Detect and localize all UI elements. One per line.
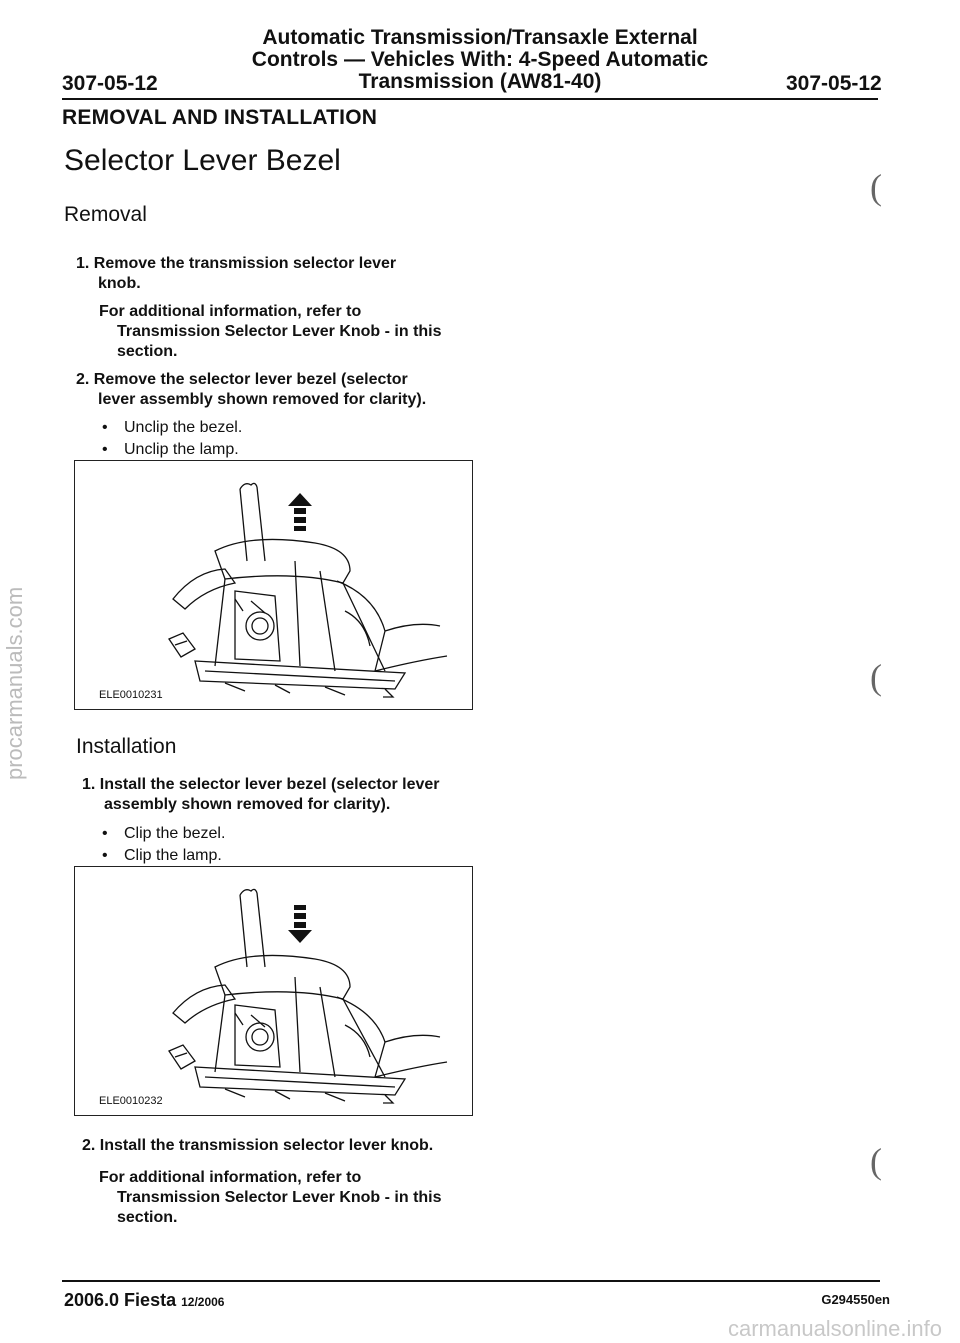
removal-ref-line3: section. — [117, 343, 178, 360]
installation-step1-line2: assembly shown removed for clarity). — [104, 796, 391, 813]
removal-bullet-2: • Unclip the lamp. — [102, 441, 239, 458]
removal-step1 — [76, 254, 396, 294]
footer-date: 12/2006 — [181, 1295, 225, 1309]
removal-step1-line2: knob. — [98, 275, 141, 292]
installation-bullet-1: • Clip the bezel. — [102, 825, 226, 842]
page-number-left: 307-05-12 — [62, 72, 158, 95]
installation-step2: 2. Install the transmission selector lever knob. — [82, 1137, 434, 1154]
header-title-line3: Transmission (AW81-40) — [358, 70, 602, 93]
removal-heading: Removal — [64, 203, 147, 226]
selector-bezel-removal-drawing — [75, 461, 472, 709]
header-title-line1: Automatic Transmission/Transaxle External — [262, 26, 698, 49]
header-title-line2: Controls — Vehicles With: 4-Speed Automatic — [251, 48, 709, 71]
header-rule — [62, 98, 878, 100]
page-number-right: 307-05-12 — [786, 72, 882, 95]
footer-code: G294550en — [821, 1292, 890, 1307]
binder-mark-2: ( — [870, 657, 882, 697]
installation-step2-ref — [99, 1168, 442, 1228]
removal-figure-label: ELE0010231 — [99, 689, 163, 701]
installation-step1 — [82, 775, 440, 815]
removal-step2-line2: lever assembly shown removed for clarity). — [98, 391, 427, 408]
side-watermark: procarmanuals.com — [2, 586, 27, 780]
removal-step2 — [76, 370, 426, 410]
binder-mark-3: ( — [870, 1141, 882, 1181]
installation-ref-line1: For additional information, refer to — [99, 1169, 362, 1186]
removal-step2-line1: 2. Remove the selector lever bezel (selector — [76, 371, 408, 388]
installation-bullet-2: • Clip the lamp. — [102, 847, 222, 864]
arrow-down-icon — [288, 905, 312, 943]
installation-heading: Installation — [76, 735, 177, 758]
removal-bullet-1: • Unclip the bezel. — [102, 419, 243, 436]
page-title: Selector Lever Bezel — [64, 144, 341, 177]
removal-figure — [74, 460, 473, 710]
installation-figure-label: ELE0010232 — [99, 1095, 163, 1107]
binder-mark-1: ( — [870, 167, 882, 207]
installation-step1-line1: 1. Install the selector lever bezel (selector lever — [82, 776, 440, 793]
arrow-up-icon — [288, 493, 312, 531]
installation-ref-line3: section. — [117, 1209, 178, 1226]
section-header: REMOVAL AND INSTALLATION — [62, 106, 378, 129]
removal-ref-line1: For additional information, refer to — [99, 303, 362, 320]
removal-step1-line1: 1. Remove the transmission selector lever — [76, 255, 397, 272]
bottom-watermark: carmanualsonline.info — [727, 1316, 942, 1341]
installation-ref-line2: Transmission Selector Lever Knob - in this — [117, 1189, 442, 1206]
removal-ref-line2: Transmission Selector Lever Knob - in this — [117, 323, 442, 340]
footer-model: 2006.0 Fiesta 12/2006 — [64, 1290, 225, 1310]
removal-step1-ref — [99, 302, 442, 362]
selector-bezel-installation-drawing — [75, 867, 472, 1115]
installation-figure — [74, 866, 473, 1116]
footer-rule — [62, 1280, 880, 1282]
